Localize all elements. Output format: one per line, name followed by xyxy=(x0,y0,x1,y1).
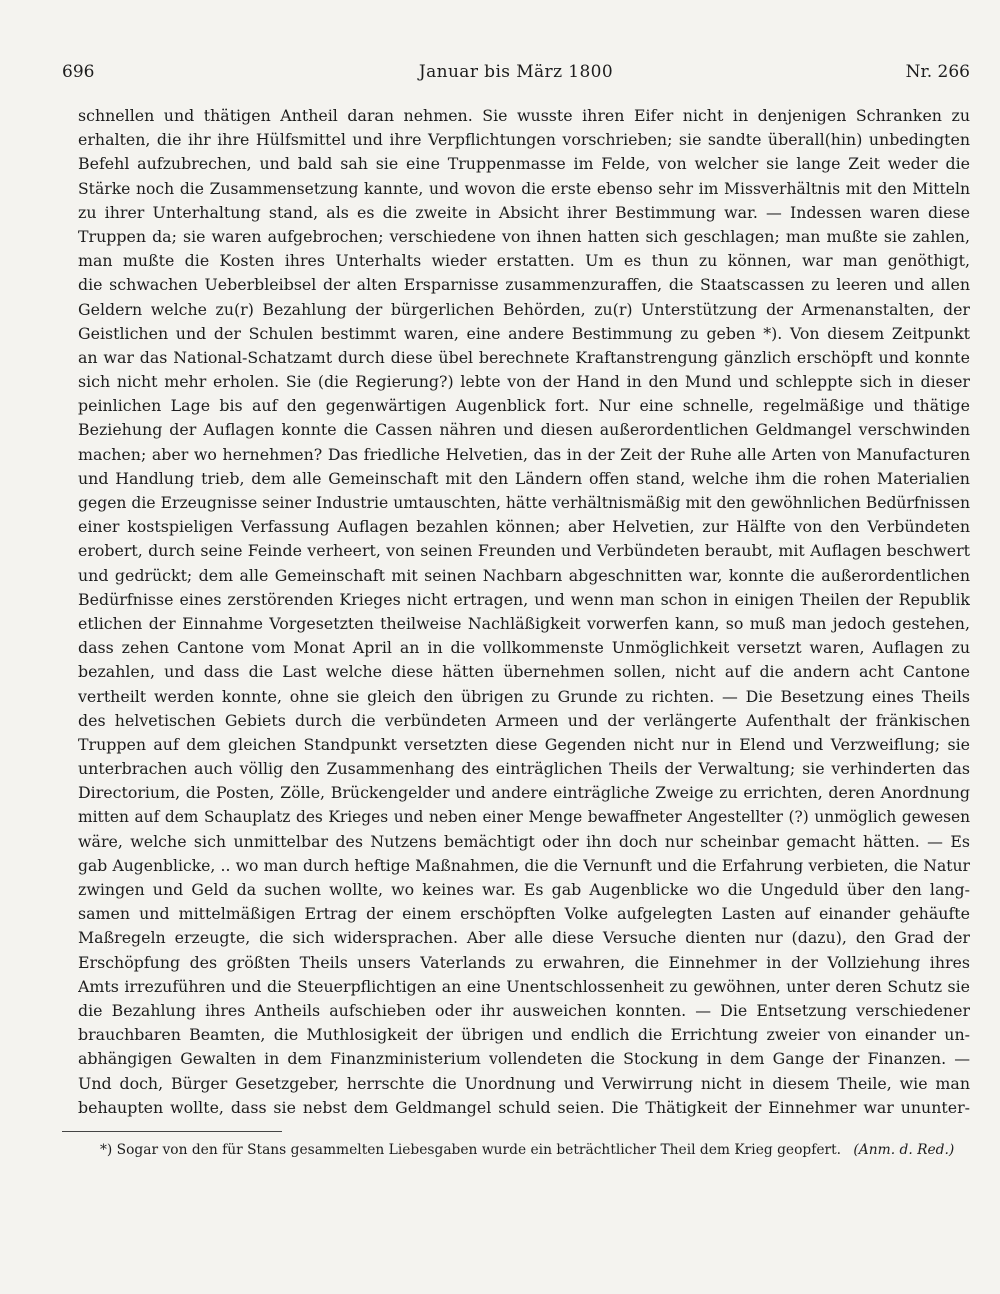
text-line: wäre, welche sich unmittelbar des Nutzens bemächtigt oder ihn doch nur scheinbar gemacht hätten. — Es xyxy=(78,831,970,851)
footnote-editor-note: (Anm. d. Red.) xyxy=(853,1142,955,1158)
text-line: vertheilt werden konnte, ohne sie gleich den übrigen zu Grunde zu richten. — Die Besetzung eines Theils xyxy=(78,686,970,706)
text-line: man mußte die Kosten ihres Unterhalts wieder erstatten. Um es thun zu können, war man genöthigt, xyxy=(78,251,970,271)
text-line: und gedrückt; dem alle Gemeinschaft mit seinen Nachbarn abgeschnitten war, konnte die außerordentlichen xyxy=(78,565,970,585)
text-line: die Bezahlung ihres Antheils aufschieben oder ihr ausweichen konnten. — Die Entsetzung verschiedener xyxy=(78,1000,970,1020)
footnote-divider xyxy=(62,1131,282,1132)
text-line: Geldern welche zu(r) Bezahlung der bürgerlichen Behörden, zu(r) Unterstützung der Armenanstalten, der xyxy=(78,299,970,319)
document-number: Nr. 266 xyxy=(905,62,970,82)
text-line: Directorium, die Posten, Zölle, Brückengelder und andere einträgliche Zweige zu errichten, deren Anordnung xyxy=(78,783,970,803)
text-line: etlichen der Einnahme Vorgesetzten theilweise Nachläßigkeit vorwerfen kann, so muß man jedoch gestehen, xyxy=(78,613,970,633)
text-line: sich nicht mehr erholen. Sie (die Regierung?) lebte von der Hand in den Mund und schleppte sich in dieser xyxy=(78,372,970,392)
text-line: samen und mittelmäßigen Ertrag der einem erschöpften Volke aufgelegten Lasten auf einander gehäufte xyxy=(78,904,970,924)
text-line: Truppen da; sie waren aufgebrochen; verschiedene von ihnen hatten sich geschlagen; man mußte sie zahlen, xyxy=(78,226,970,246)
text-line: brauchbaren Beamten, die Muthlosigkeit der übrigen und endlich die Errichtung zweier von einander un- xyxy=(78,1025,970,1045)
text-line: Stärke noch die Zusammensetzung kannte, und wovon die erste ebenso sehr im Missverhältnis mit den Mitteln xyxy=(78,179,970,198)
text-line: dass zehen Cantone vom Monat April an in die vollkommenste Unmöglichkeit versetzt waren, Auflagen zu xyxy=(78,638,970,658)
text-line: gegen die Erzeugnisse seiner Industrie umtauschten, hätte verhältnismäßig mit den gewöhnlichen Bedürfnissen xyxy=(78,494,970,512)
text-line: erhalten, die ihr ihre Hülfsmittel und ihre Verpflichtungen vorschrieben; sie sandte überall(hin) unbedingten xyxy=(78,130,970,150)
text-line: an war das National-Schatzamt durch diese übel berechnete Kraftanstrengung gänzlich erschöpft und konnte xyxy=(78,347,970,367)
text-line: Und doch, Bürger Gesetzgeber, herrschte die Unordnung und Verwirrung nicht in diesem Theile, wie man xyxy=(78,1073,970,1093)
text-line: und Handlung trieb, dem alle Gemeinschaft mit den Ländern offen stand, welche ihm die rohen Materialien xyxy=(78,468,970,488)
text-line: mitten auf dem Schauplatz des Krieges und neben einer Menge bewaffneter Angestellter (?) unmöglich gewesen xyxy=(78,808,970,827)
text-line: gab Augenblicke, .. wo man durch heftige Maßnahmen, die die Vernunft und die Erfahrung verbieten, die Natur xyxy=(78,856,970,875)
text-line: Geistlichen und der Schulen bestimmt waren, eine andere Bestimmung zu geben *). Von diesem Zeitpunkt xyxy=(78,323,970,343)
text-line: Amts irrezuführen und die Steuerpflichtigen an eine Unentschlossenheit zu gewöhnen, unter deren Schutz sie xyxy=(78,976,970,996)
text-line: Truppen auf dem gleichen Standpunkt versetzten diese Gegenden nicht nur in Elend und Verzweiflung; sie xyxy=(78,734,970,754)
text-line: peinlichen Lage bis auf den gegenwärtigen Augenblick fort. Nur eine schnelle, regelmäßige und thätige xyxy=(78,396,970,416)
running-title: Januar bis März 1800 xyxy=(418,62,614,82)
footnote xyxy=(100,1140,966,1160)
page-header xyxy=(62,62,970,86)
page-number: 696 xyxy=(62,62,95,82)
text-line: zu ihrer Unterhaltung stand, als es die zweite in Absicht ihrer Bestimmung war. — Indessen waren diese xyxy=(78,202,970,222)
text-line: bezahlen, und dass die Last welche diese hätten übernehmen sollen, nicht auf die andern acht Cantone xyxy=(78,662,970,682)
text-line: Maßregeln erzeugte, die sich widersprachen. Aber alle diese Versuche dienten nur (dazu), den Grad der xyxy=(78,928,970,948)
text-line: einer kostspieligen Verfassung Auflagen bezahlen können; aber Helvetien, zur Hälfte von den Verbündeten xyxy=(78,517,970,537)
text-line: unterbrachen auch völlig den Zusammenhang des einträglichen Theils der Verwaltung; sie verhinderten das xyxy=(78,759,970,779)
text-line: des helvetischen Gebiets durch die verbündeten Armeen und der verlängerte Aufenthalt der fränkischen xyxy=(78,710,970,730)
text-line: schnellen und thätigen Antheil daran nehmen. Sie wusste ihren Eifer nicht in denjenigen Schranken zu xyxy=(78,106,970,125)
text-line: die schwachen Ueberbleibsel der alten Ersparnisse zusammenzuraffen, die Staatscassen zu leeren und allen xyxy=(78,275,970,295)
footnote-text: *) Sogar von den für Stans gesammelten Liebesgaben wurde ein beträchtlicher Theil dem Krieg geopfert. xyxy=(100,1142,842,1158)
text-line: Bedürfnisse eines zerstörenden Krieges nicht ertragen, und wenn man schon in einigen Theilen der Republik xyxy=(78,589,970,609)
text-line: erobert, durch seine Feinde verheert, von seinen Freunden und Verbündeten beraubt, mit Auflagen beschwert xyxy=(78,541,970,561)
text-line: zwingen und Geld da suchen wollte, wo keines war. Es gab Augenblicke wo die Ungeduld über den lang- xyxy=(78,880,970,899)
text-line: behaupten wollte, dass sie nebst dem Geldmangel schuld seien. Die Thätigkeit der Einnehmer war ununter- xyxy=(78,1097,970,1117)
text-line: Befehl aufzubrechen, und bald sah sie eine Truppenmasse im Felde, von welcher sie lange Zeit weder die xyxy=(78,154,970,174)
text-line: abhängigen Gewalten in dem Finanzministerium vollendeten die Stockung in dem Gange der Finanzen. — xyxy=(78,1049,970,1069)
text-line: Erschöpfung des größten Theils unsers Vaterlands zu erwahren, die Einnehmer in der Vollziehung ihres xyxy=(78,952,970,972)
body-text xyxy=(78,104,970,1120)
text-line: machen; aber wo hernehmen? Das friedliche Helvetien, das in der Zeit der Ruhe alle Arten von Manufacturen xyxy=(78,444,970,464)
text-line: Beziehung der Auflagen konnte die Cassen nähren und diesen außerordentlichen Geldmangel verschwinden xyxy=(78,420,970,440)
